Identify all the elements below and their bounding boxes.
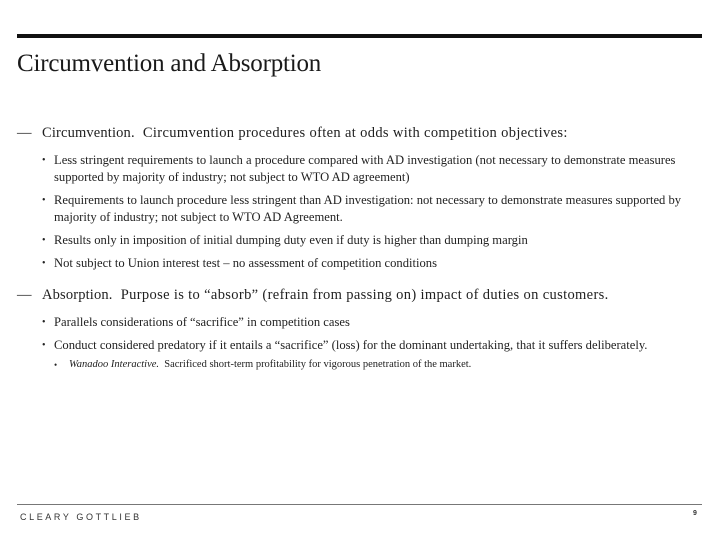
section-heading: — Absorption. Purpose is to “absorb” (refrain from passing on) impact of duties on customers.: [17, 287, 609, 303]
case-name: Wanadoo Interactive.: [69, 359, 160, 370]
bullet-marker: •: [42, 340, 46, 351]
bullet-marker: •: [42, 317, 46, 328]
list-item: [17, 152, 702, 186]
sub-list-item: [54, 358, 702, 372]
list-item: [17, 255, 702, 272]
section-absorption: [17, 286, 702, 372]
slide-content: [17, 124, 702, 386]
bullet-text: Not subject to Union interest test – no assessment of competition conditions: [54, 256, 438, 270]
page-number: 9: [693, 510, 697, 517]
section-term: Circumvention: [42, 125, 131, 141]
list-item: [17, 232, 702, 249]
firm-logo: CLEARY GOTTLIEB: [20, 512, 142, 522]
sub-bullet-marker: •: [54, 360, 58, 370]
list-item: [17, 314, 702, 331]
dash-marker: —: [17, 125, 32, 141]
sub-bullet-text: Sacrificed short-term profitability for vigorous penetration of the market.: [164, 359, 472, 370]
list-item: [17, 192, 702, 226]
bullet-text: Parallels considerations of “sacrifice” in competition cases: [54, 315, 350, 329]
bottom-rule: [17, 504, 702, 505]
section-text: Purpose is to “absorb” (refrain from passing on) impact of duties on customers.: [120, 287, 609, 303]
list-item: [17, 337, 702, 372]
bullet-marker: •: [42, 155, 46, 166]
bullet-marker: •: [42, 195, 46, 206]
sub-bullet-list: [54, 358, 702, 372]
slide-title: Circumvention and Absorption: [17, 50, 322, 77]
bullet-marker: •: [42, 258, 46, 269]
bullet-text: Conduct considered predatory if it entails a “sacrifice” (loss) for the dominant undertaking, that it suffers deliberately.: [54, 338, 648, 352]
top-rule: [17, 34, 702, 38]
section-text: Circumvention procedures often at odds with competition objectives:: [142, 125, 568, 141]
bullet-text: Results only in imposition of initial dumping duty even if duty is higher than dumping margin: [54, 233, 528, 247]
section-circumvention: [17, 124, 702, 272]
bullet-text: Requirements to launch procedure less stringent than AD investigation: not necessary to demonstrate measures supported by majority of industry; not subject to WTO AD Agreement.: [54, 193, 682, 224]
bullet-marker: •: [42, 235, 46, 246]
bullet-list: [17, 152, 702, 272]
section-term: Absorption: [42, 287, 109, 303]
section-heading: — Circumvention. Circumvention procedures often at odds with competition objectives:: [17, 125, 568, 141]
dash-marker: —: [17, 287, 32, 303]
bullet-text: Less stringent requirements to launch a procedure compared with AD investigation (not necessary to demonstrate measures supported by majority of industry; not subject to WTO AD agreement): [54, 153, 676, 184]
bullet-list: [17, 314, 702, 372]
